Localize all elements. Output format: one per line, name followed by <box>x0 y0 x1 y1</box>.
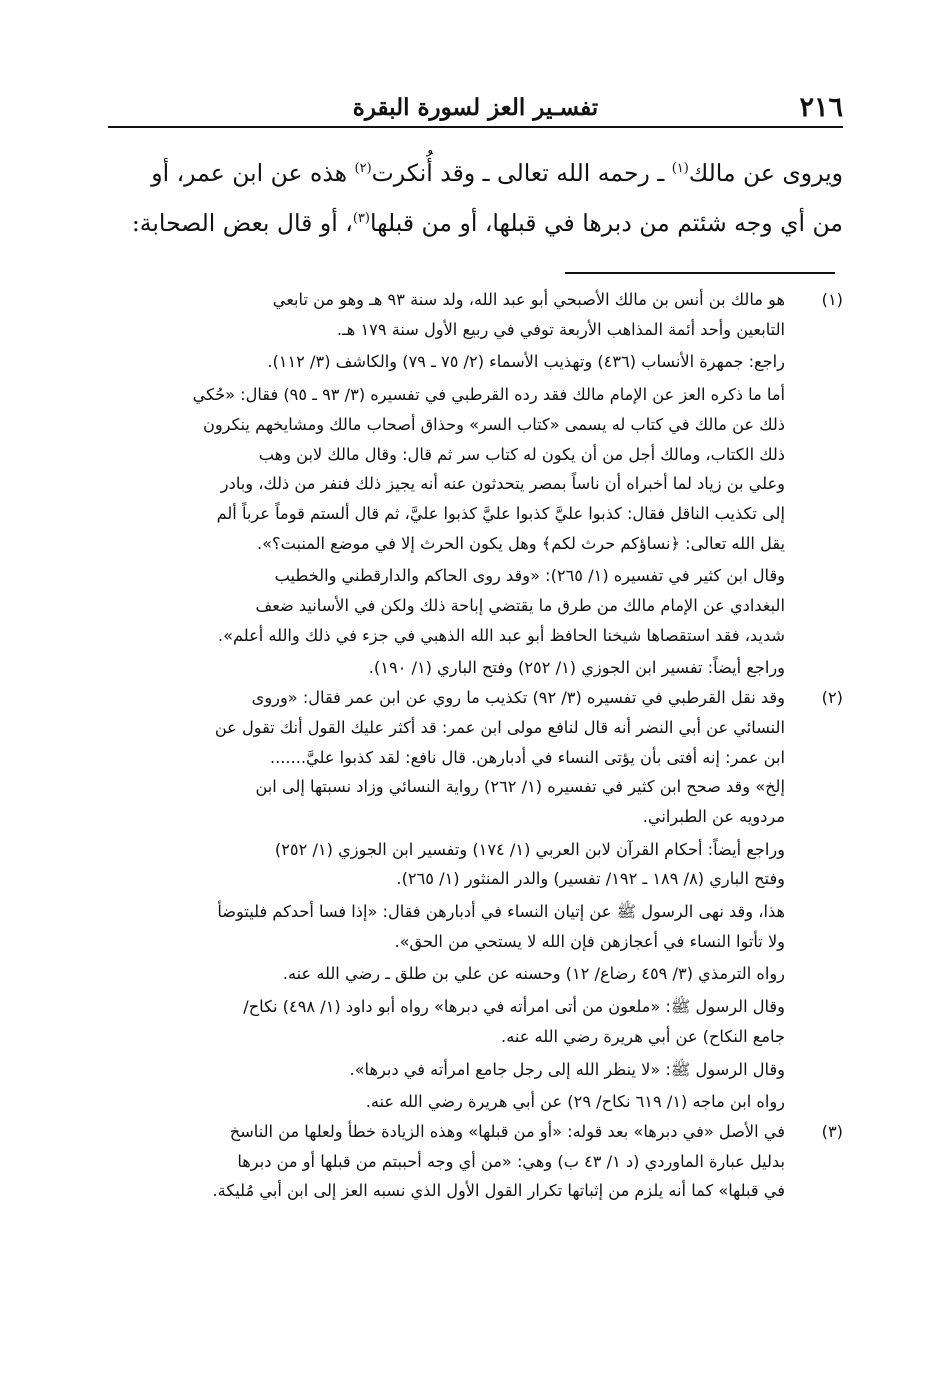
footnote-paragraph <box>108 653 785 683</box>
footnote-line: وعلي بن زياد لما أخبراه أن ناساً بمصر يتحدثون عنه أنه يجيز ذلك فنفر من ذلك، وبادر <box>220 474 785 494</box>
footnote-number: (٣) <box>821 1121 843 1141</box>
footnote-line: جامع النكاح) عن أبي هريرة رضي الله عنه. <box>501 1026 785 1046</box>
main-line-1: ويروى عن مالك$^{(١)}$ ـ رحمه الله تعالى ـ وقد أُنكرت$^{(٢)}$ هذه عن ابن عمر، أو <box>151 159 843 187</box>
main-line-2: من أي وجه شئتم من دبرها في قبلها، أو من قبلها$^{(٣)}$، أو قال بعض الصحابة: <box>131 209 843 237</box>
footnote-paragraph <box>108 1117 785 1206</box>
page-number: ٢١٦ <box>799 92 843 123</box>
footnote-line: وقال الرسول ﷺ: «ملعون من أتى امرأته في دبرها» رواه أبو داود (١/ ٤٩٨) نكاح/ <box>243 997 785 1017</box>
footnote-line: بدليل عبارة الماوردي (د ١/ ٤٣ ب) وهي: «من أي وجه أحببتم من قبلها أو من دبرها <box>237 1151 785 1171</box>
footnote-separator <box>565 272 835 274</box>
footnote-line: راجع: جمهرة الأنساب (٤٣٦) وتهذيب الأسماء (٢/ ٧٥ ـ ٧٩) والكاشف (٣/ ١١٢). <box>267 352 785 372</box>
footnote-line: ذلك الكتاب، ومالك أجل من أن يكون له كتاب سر ثم قال: وقال مالك لابن وهب <box>258 444 785 464</box>
footnote-line: أما ما ذكره العز عن الإمام مالك فقد رده القرطبي في تفسيره (٣/ ٩٣ ـ ٩٥) فقال: «حُكي <box>192 385 785 405</box>
footnote-line: هذا، وقد نهى الرسول ﷺ عن إتيان النساء في أدبارهن فقال: «إذا فسا أحدكم فليتوضأ <box>217 902 785 922</box>
footnote-paragraph <box>108 992 785 1051</box>
footnote-line: يقل الله تعالى: ﴿نساؤكم حرث لكم﴾ وهل يكون الحرث إلا في موضع المنبت؟». <box>256 533 785 553</box>
page-header <box>108 92 843 128</box>
footnote-line: رواه ابن ماجه (١/ ٦١٩ نكاح/ ٢٩) عن أبي هريرة رضي الله عنه. <box>365 1092 785 1112</box>
footnote-paragraph <box>108 347 785 377</box>
footnote-line: رواه الترمذي (٣/ ٤٥٩ رضاع/ ١٢) وحسنه عن علي بن طلق ـ رضي الله عنه. <box>282 964 785 984</box>
footnote-ref-2[interactable]: (٢) <box>354 161 372 177</box>
footnote-line: وقد نقل القرطبي في تفسيره (٣/ ٩٢) تكذيب ما روي عن ابن عمر فقال: «وروى <box>251 688 785 708</box>
footnote-ref-1[interactable]: (١) <box>671 161 689 177</box>
running-title: تفسـير العز لسورة البقرة <box>352 94 599 121</box>
footnote-line: وقال الرسول ﷺ: «لا ينظر الله إلى رجل جامع امرأته في دبرها». <box>349 1059 785 1079</box>
footnote-paragraph <box>108 683 785 832</box>
footnote-line: في الأصل «في دبرها» بعد قوله: «أو من قبلها» وهذه الزيادة خطأ ولعلها من الناسخ <box>229 1121 785 1141</box>
footnote-line: مردويه عن الطبراني. <box>642 806 785 826</box>
footnote-line: التابعين وأحد أئمة المذاهب الأربعة توفي في ربيع الأول سنة ١٧٩ هـ. <box>336 319 785 339</box>
footnote-1 <box>108 285 843 683</box>
footnote-line: في قبلها» كما أنه يلزم من إثباتها تكرار القول الأول الذي نسبه العز إلى ابن أبي مُليكة. <box>212 1181 785 1201</box>
footnote-paragraph <box>108 380 785 558</box>
footnote-2 <box>108 683 843 1117</box>
footnote-line: وفتح الباري (٨/ ١٨٩ ـ ١٩٢/ تفسير) والدر المنثور (١/ ٢٦٥). <box>396 869 785 889</box>
footnote-paragraph <box>108 835 785 894</box>
footnote-line: شديد، فقد استقصاها شيخنا الحافظ أبو عبد الله الذهبي في جزء في ذلك والله أعلم». <box>217 625 785 645</box>
footnote-line: إلخ» وقد صحح ابن كثير في تفسيره (١/ ٢٦٢) رواية النسائي وزاد نسبتها إلى ابن <box>255 777 785 797</box>
footnote-line: وقال ابن كثير في تفسيره (١/ ٢٦٥): «وقد روى الحاكم والدارقطني والخطيب <box>274 566 785 586</box>
footnote-line: إلى تكذيب الناقل فقال: كذبوا عليَّ كذبوا عليَّ كذبوا عليَّ، ثم قال ألستم قوماً عرباً ألم <box>216 503 785 523</box>
footnote-line: وراجع أيضاً: تفسير ابن الجوزي (١/ ٢٥٢) وفتح الباري (١/ ١٩٠). <box>368 658 785 678</box>
footnote-3 <box>108 1117 843 1206</box>
footnote-line: البغدادي عن الإمام مالك من طرق ما يقتضي إباحة ذلك ولكن في الأسانيد ضعف <box>255 596 785 616</box>
footnote-line: هو مالك بن أنس بن مالك الأصبحي أبو عبد الله، ولد سنة ٩٣ هـ وهو من تابعي <box>272 290 785 309</box>
footnote-line: ولا تأتوا النساء في أعجازهن فإن الله لا يستحي من الحق». <box>394 931 785 951</box>
footnote-ref-3[interactable]: (٣) <box>352 211 370 227</box>
footnote-paragraph <box>108 1055 785 1085</box>
footnote-line: وراجع أيضاً: أحكام القرآن لابن العربي (١/ ١٧٤) وتفسير ابن الجوزي (١/ ٢٥٢) <box>274 839 785 859</box>
footnote-paragraph <box>108 285 785 344</box>
footnote-paragraph <box>108 897 785 956</box>
footnote-paragraph <box>108 1087 785 1117</box>
footnote-line: النسائي عن أبي النضر أنه قال لنافع مولى ابن عمر: قد أكثر عليك القول أنك تقول عن <box>214 717 785 737</box>
footnote-line: ابن عمر: إنه أفتى بأن يؤتى النساء في أدبارهن. قال نافع: لقد كذبوا عليَّ....... <box>270 747 785 767</box>
main-text <box>108 148 843 248</box>
footnote-number: (٢) <box>821 688 843 708</box>
footnote-line: ذلك عن مالك في كتاب له يسمى «كتاب السر» وحذاق أصحاب مالك ومشايخهم ينكرون <box>202 414 785 434</box>
footnote-paragraph <box>108 959 785 989</box>
footnote-paragraph <box>108 561 785 650</box>
footnotes <box>108 285 843 1206</box>
footnote-number: (١) <box>821 290 843 309</box>
